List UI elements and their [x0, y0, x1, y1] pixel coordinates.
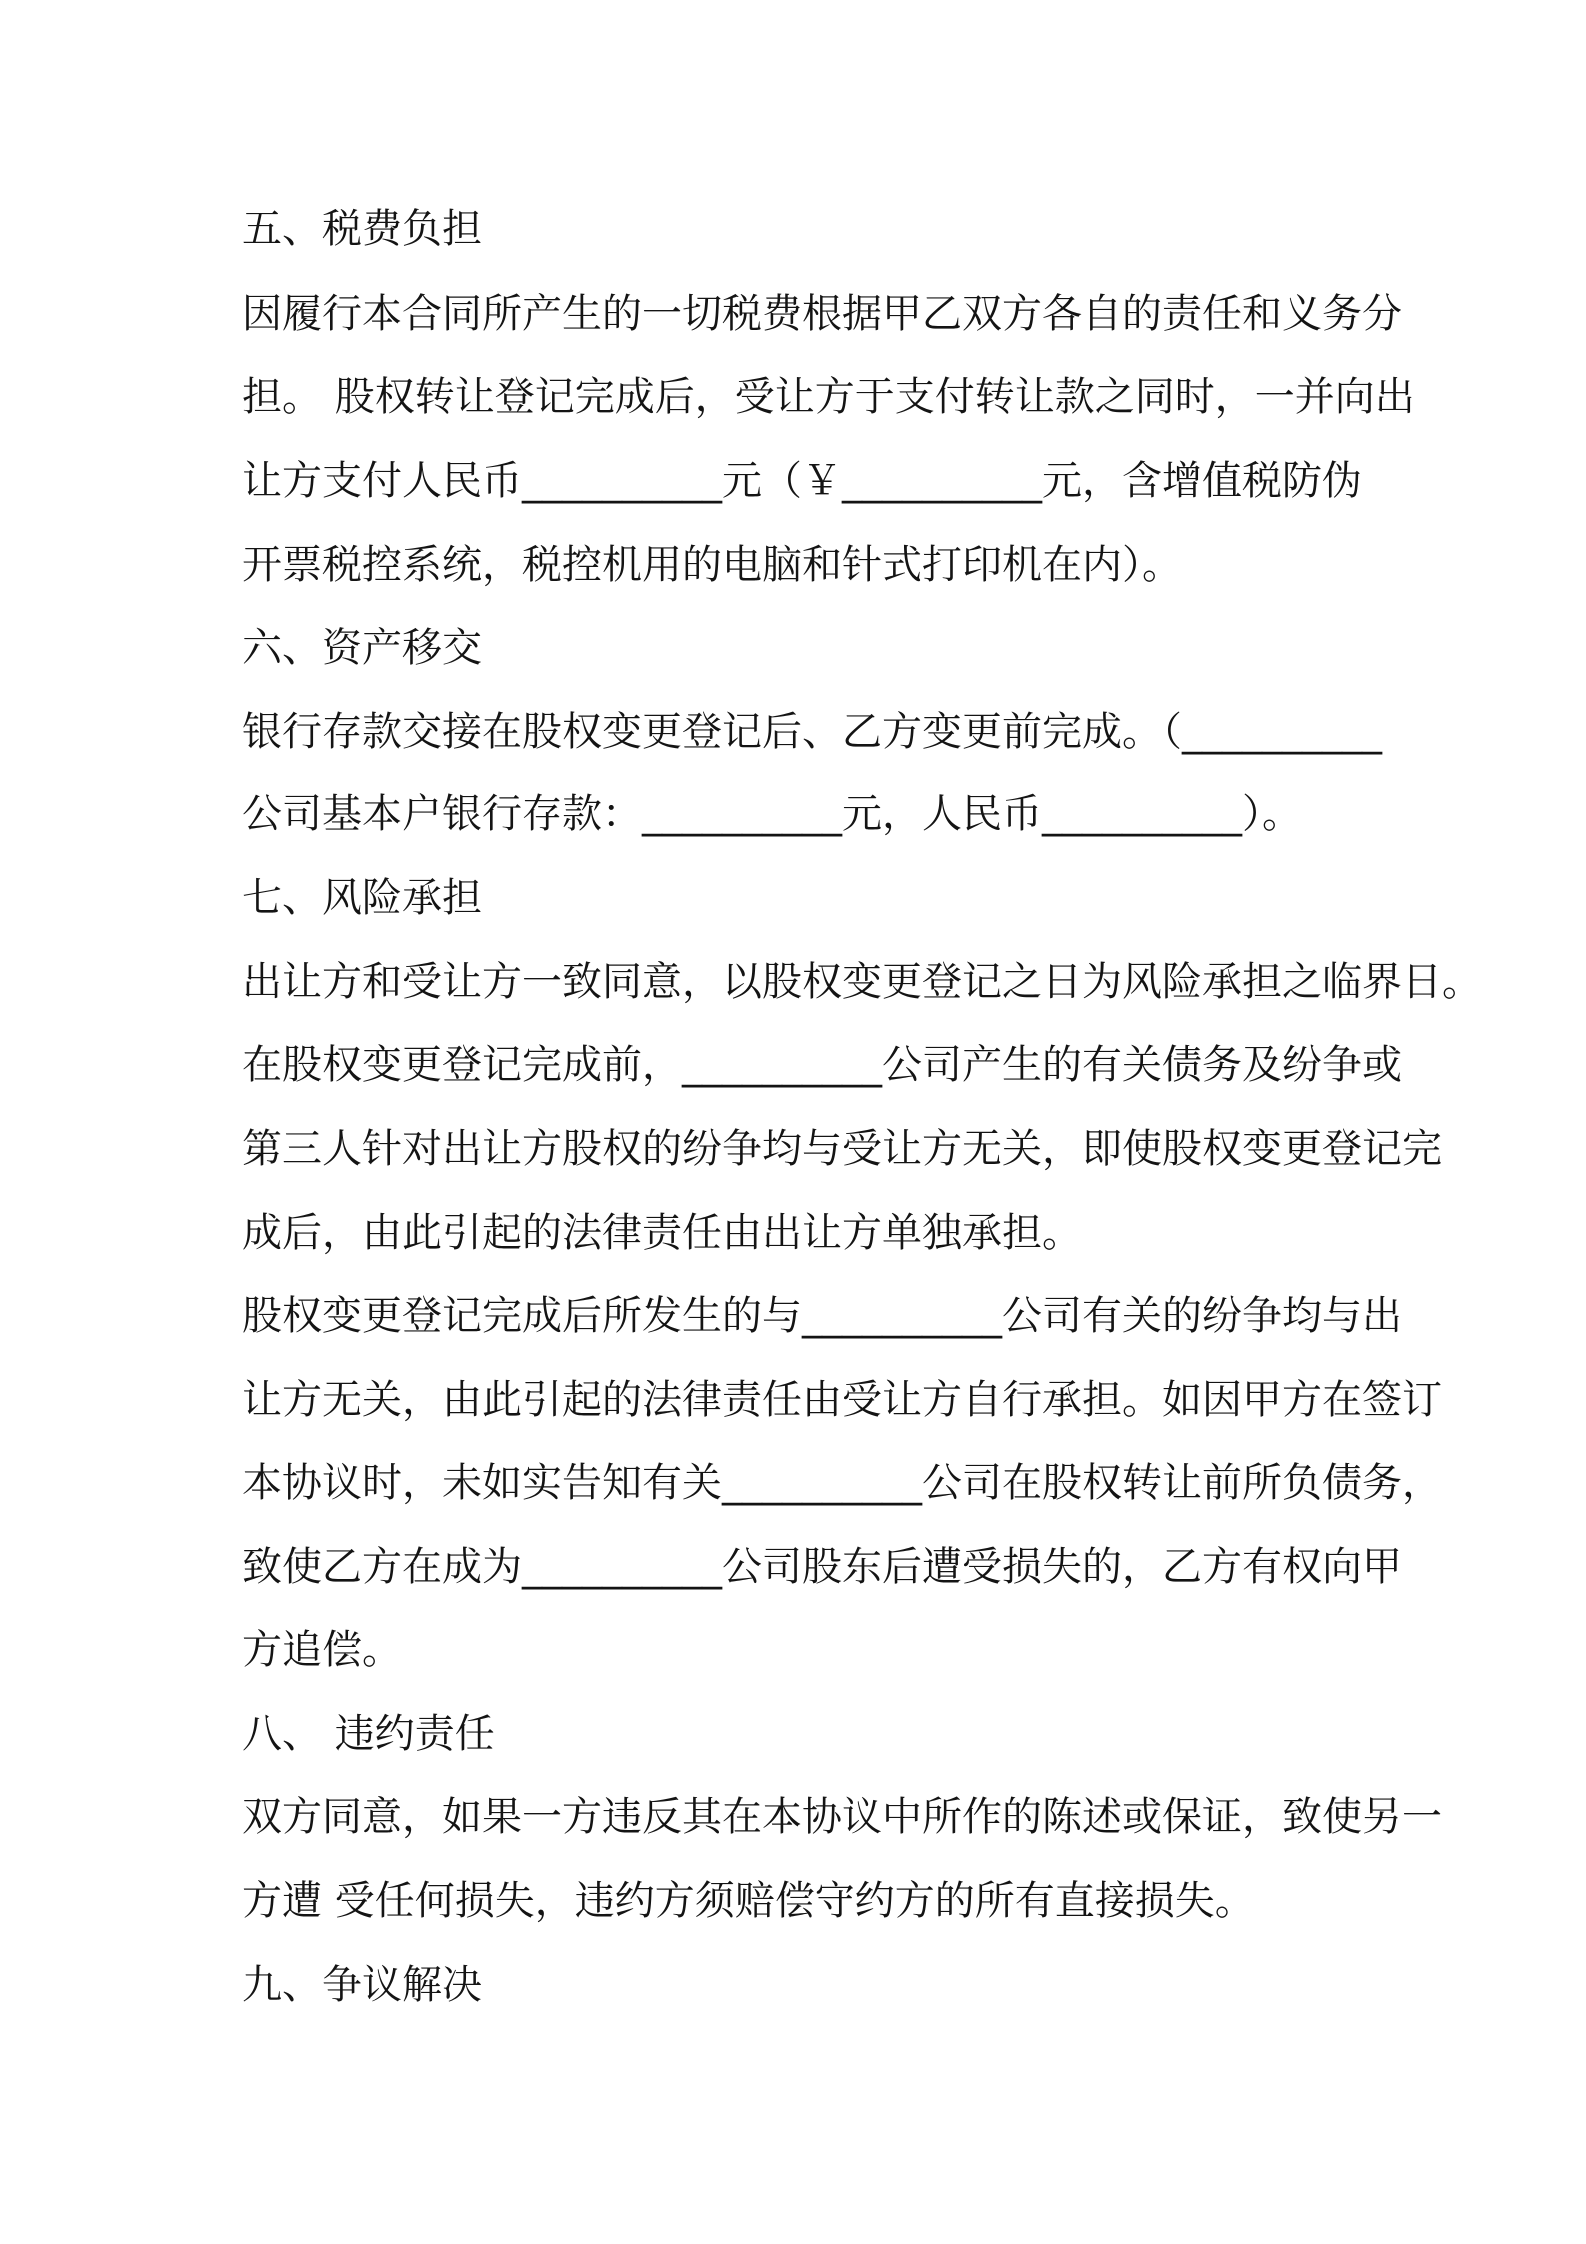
- paragraph-line: 公司基本户银行存款：__________元，人民币__________）。: [242, 791, 1302, 837]
- section-heading-taxes: 五、税费负担: [242, 206, 482, 252]
- paragraph-line: 因履行本合同所产生的一切税费根据甲乙双方各自的责任和义务分: [242, 291, 1402, 337]
- section-heading-risk: 七、风险承担: [242, 875, 482, 921]
- paragraph-line: 股权变更登记完成后所发生的与__________公司有关的纷争均与出: [242, 1293, 1402, 1339]
- paragraph-line: 致使乙方在成为__________公司股东后遭受损失的，乙方有权向甲: [242, 1544, 1402, 1590]
- paragraph-line: 双方同意，如果一方违反其在本协议中所作的陈述或保证，致使另一: [242, 1794, 1442, 1840]
- paragraph-line: 银行存款交接在股权变更登记后、乙方变更前完成。（__________: [242, 709, 1382, 755]
- paragraph-line: 第三人针对出让方股权的纷争均与受让方无关，即使股权变更登记完: [242, 1126, 1442, 1172]
- paragraph-line: 本协议时，未如实告知有关__________公司在股权转让前所负债务，: [242, 1460, 1442, 1506]
- paragraph-line: 方追偿。: [242, 1627, 402, 1673]
- paragraph-line: 让方无关，由此引起的法律责任由受让方自行承担。如因甲方在签订: [242, 1377, 1442, 1423]
- paragraph-line: 担。 股权转让登记完成后，受让方于支付转让款之同时，一并向出: [242, 374, 1415, 420]
- paragraph-line: 出让方和受让方一致同意，以股权变更登记之日为风险承担之临界日。: [242, 959, 1482, 1005]
- section-heading-asset-transfer: 六、资产移交: [242, 625, 482, 671]
- paragraph-line: 让方支付人民币__________元（￥__________元，含增值税防伪: [242, 458, 1362, 504]
- section-heading-breach: 八、 违约责任: [242, 1711, 495, 1757]
- paragraph-line: 成后，由此引起的法律责任由出让方单独承担。: [242, 1210, 1082, 1256]
- paragraph-line: 方遭 受任何损失，违约方须赔偿守约方的所有直接损失。: [242, 1878, 1255, 1924]
- section-heading-dispute: 九、争议解决: [242, 1962, 482, 2008]
- paragraph-line: 开票税控系统，税控机用的电脑和针式打印机在内）。: [242, 542, 1182, 588]
- paragraph-line: 在股权变更登记完成前，__________公司产生的有关债务及纷争或: [242, 1042, 1402, 1088]
